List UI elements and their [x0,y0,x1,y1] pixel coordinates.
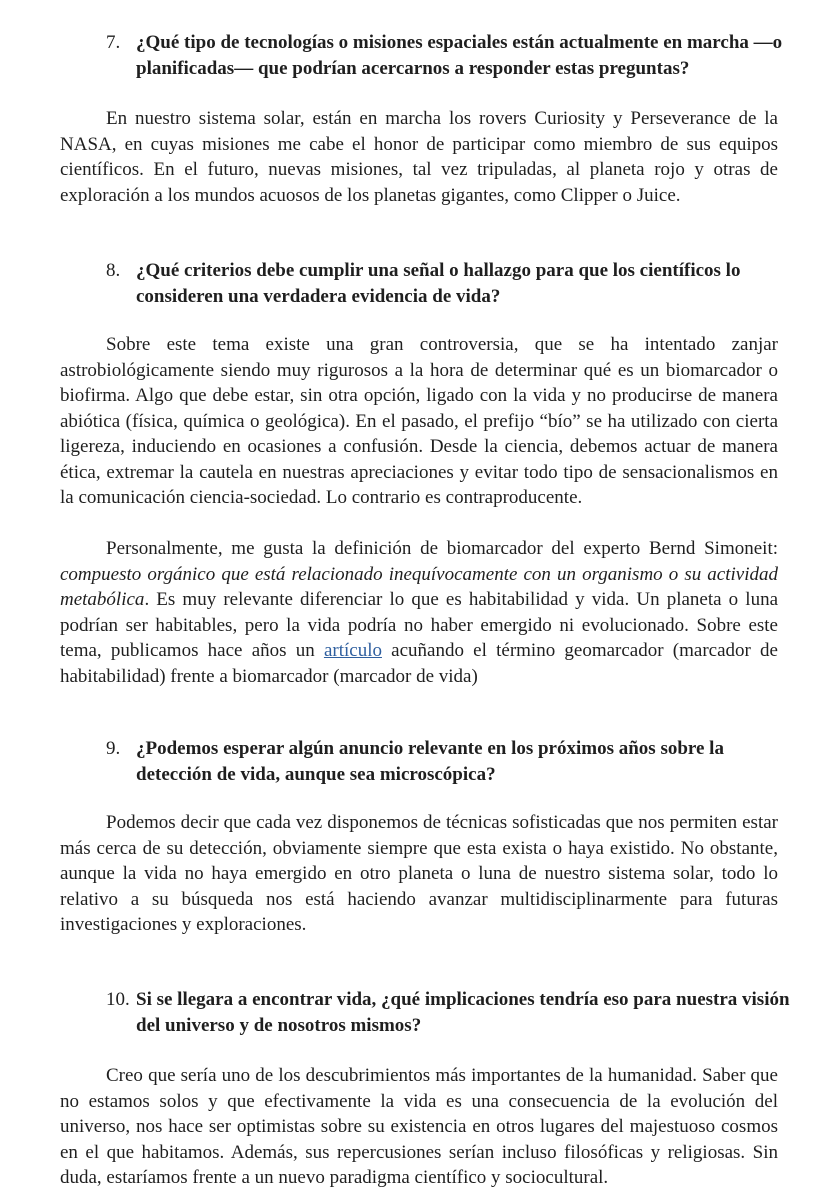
question-title: Si se llegara a encontrar vida, ¿qué implicaciones tendría eso para nuestra visión del universo y de nosotros mismos? [136,989,790,1036]
question-heading-7 [106,30,796,82]
paragraph-text: Personalmente, me gusta la definición de biomarcador del experto Bernd Simoneit: [106,538,778,559]
question-title: ¿Qué criterios debe cumplir una señal o hallazgo para que los científicos lo consideren una verdadera evidencia de vida? [136,260,741,307]
article-link[interactable]: artículo [323,640,382,661]
answer-paragraph: En nuestro sistema solar, están en marcha los rovers Curiosity y Perseverance de la NASA, en cuyas misiones me cabe el honor de participar como miembro de sus equipos científicos. En el futuro, nuevas misiones, tal vez tripuladas, al planeta rojo y otras de exploración a los mundos acuosos de los planetas gigantes, como Clipper o Juice. [60,108,778,206]
question-title: ¿Qué tipo de tecnologías o misiones espaciales están actualmente en marcha —o planificadas— que podrían acercarnos a responder estas preguntas? [136,32,783,79]
question-title: ¿Podemos esperar algún anuncio relevante en los próximos años sobre la detección de vida, aunque sea microscópica? [136,738,724,785]
paragraph-text: acuñando el término geomarcador (marcador de habitabilidad) frente a biomarcador (marcador de vida) [60,640,778,687]
question-heading-10 [106,987,796,1039]
answer-paragraph [60,536,778,689]
paragraph-text: . Es muy relevante diferenciar lo que es habitabilidad y vida. Un planeta o luna podrían ser habitables, pero la vida podría no haber emergido ni evolucionado. Sobre este tema, publicamos hace años un [60,589,778,661]
question-heading-8 [106,258,796,310]
question-heading-9 [106,736,796,788]
answer-paragraph: Podemos decir que cada vez disponemos de técnicas sofisticadas que nos permiten estar más cerca de su detección, obviamente siempre que esta exista o haya existido. No obstante, aunque la vida no haya emergido en otro planeta o luna de nuestro sistema solar, todo lo relativo a su búsqueda nos está haciendo avanzar multidisciplinarmente para futuras investigaciones y exploraciones. [60,812,778,935]
question-number: 10. [106,989,130,1010]
question-number: 8. [106,260,121,281]
answer-paragraph: Creo que sería uno de los descubrimientos más importantes de la humanidad. Saber que no estamos solos y que efectivamente la vida es una consecuencia de la evolución del universo, nos hace ser optimistas sobre su existencia en otros lugares del majestuoso cosmos en el que habitamos. Además, sus repercusiones serían incluso filosóficas y religiosas. Sin duda, estaríamos frente a un nuevo paradigma científico y sociocultural. [60,1065,778,1188]
question-number: 7. [106,32,121,53]
answer-paragraph: Sobre este tema existe una gran controversia, que se ha intentado zanjar astrobiológicamente siendo muy rigurosos a la hora de determinar qué es un biomarcador o biofirma. Algo que debe estar, sin otra opción, ligado con la vida y no producirse de manera abiótica (física, química o geológica). En el pasado, el prefijo “bío” se ha utilizado con cierta ligereza, induciendo en ocasiones a confusión. Desde la ciencia, debemos actuar de manera ética, extremar la cautela en nuestras apreciaciones y evitar todo tipo de sensacionalismos en la comunicación ciencia-sociedad. Lo contrario es contraproducente. [60,334,778,508]
question-number: 9. [106,738,121,759]
italic-definition: compuesto orgánico que está relacionado inequívocamente con un organismo o su actividad metabólica [60,563,778,610]
